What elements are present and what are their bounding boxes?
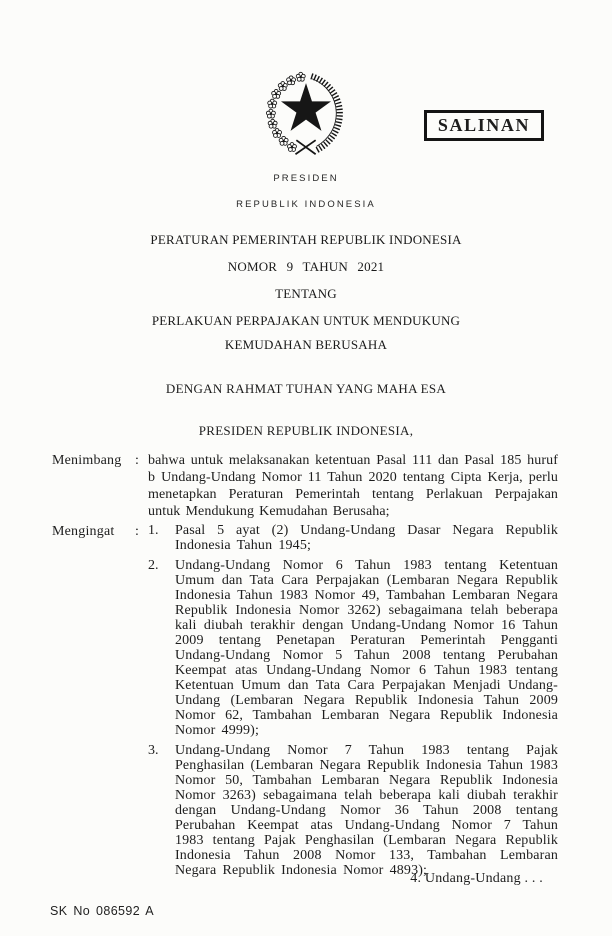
item-number: 1. <box>148 523 159 538</box>
presidential-star-wreath-emblem-icon <box>262 70 350 156</box>
salinan-copy-stamp: SALINAN <box>424 110 544 141</box>
regulation-title-block <box>0 233 612 365</box>
institution-line2: REPUBLIK INDONESIA <box>236 199 376 210</box>
item-text: Undang-Undang Nomor 7 Tahun 1983 tentang Pajak Penghasilan (Lembaran Negara Republik Indonesia Tahun 1983 Nomor 50, Tambahan Lembaran Negara Republik Indonesia Nomor 3263) sebagaimana telah beberapa kali diubah terakhir dengan Undang-Undang Nomor 36 Tahun 2008 tentang Perubahan Keempat atas Undang-Undang Nomor 7 Tahun 1983 tentang Pajak Penghasilan (Lembaran Negara Republik Indonesia Tahun 2008 Nomor 133, Tambahan Lembaran Negara Republik Indonesia Nomor 4893); <box>175 743 558 878</box>
legal-basis-row <box>52 523 558 883</box>
item-text: Undang-Undang Nomor 6 Tahun 1983 tentang Ketentuan Umum dan Tata Cara Perpajakan (Lembaran Negara Republik Indonesia Tahun 1983 Nomor 49, Tambahan Lembaran Negara Republik Indonesia Nomor 3262) sebagaimana telah beberapa kali diubah terakhir dengan Undang-Undang Nomor 16 Tahun 2009 tentang Penetapan Peraturan Pemerintah Pengganti Undang-Undang Nomor 5 Tahun 2008 tentang Perubahan Keempat atas Undang-Undang Nomor 6 Tahun 1983 tentang Ketentuan Umum dan Tata Cara Perpajakan Menjadi Undang-Undang (Lembaran Negara Republik Indonesia Tahun 2009 Nomor 62, Tambahan Lembaran Negara Republik Indonesia Nomor 4999); <box>175 558 558 738</box>
legal-basis-list <box>148 523 558 883</box>
document-control-number: SK No 086592 A <box>50 904 155 918</box>
regulation-number: NOMOR 9 TAHUN 2021 <box>227 259 385 274</box>
invocation-line: DENGAN RAHMAT TUHAN YANG MAHA ESA <box>165 381 447 396</box>
considerations-row <box>52 452 558 520</box>
legal-basis-item <box>148 523 558 553</box>
legal-basis-item <box>148 743 558 878</box>
institution-line1: PRESIDEN <box>273 173 339 184</box>
regulation-subject-line2: KEMUDAHAN BERUSAHA <box>224 337 388 352</box>
mengingat-label: Mengingat <box>52 524 115 539</box>
regulation-subject-line1: PERLAKUAN PERPAJAKAN UNTUK MENDUKUNG <box>151 313 461 328</box>
tentang-label: TENTANG <box>275 286 337 301</box>
mengingat-colon: : <box>135 524 139 539</box>
menimbang-label: Menimbang <box>52 453 122 468</box>
regulation-title-line1: PERATURAN PEMERINTAH REPUBLIK INDONESIA <box>150 232 462 247</box>
catchword-next-page-cue: 4. Undang-Undang . . . <box>410 871 543 886</box>
legal-basis-item <box>148 558 558 738</box>
institution-caption <box>0 159 612 224</box>
considerations-text: bahwa untuk melaksanakan ketentuan Pasal 111 dan Pasal 185 huruf b Undang-Undang Nomor 11 Tahun 2020 tentang Cipta Kerja, perlu menetapkan Peraturan Pemerintah tentang Perlakuan Perpajakan untuk Mendukung Kemudahan Berusaha; <box>148 453 558 519</box>
menimbang-colon: : <box>135 453 139 468</box>
preamble-body <box>52 452 558 883</box>
item-number: 3. <box>148 743 159 758</box>
item-number: 2. <box>148 558 159 573</box>
enacting-authority-line: PRESIDEN REPUBLIK INDONESIA, <box>198 423 414 438</box>
item-text: Pasal 5 ayat (2) Undang-Undang Dasar Negara Republik Indonesia Tahun 1945; <box>175 523 558 553</box>
